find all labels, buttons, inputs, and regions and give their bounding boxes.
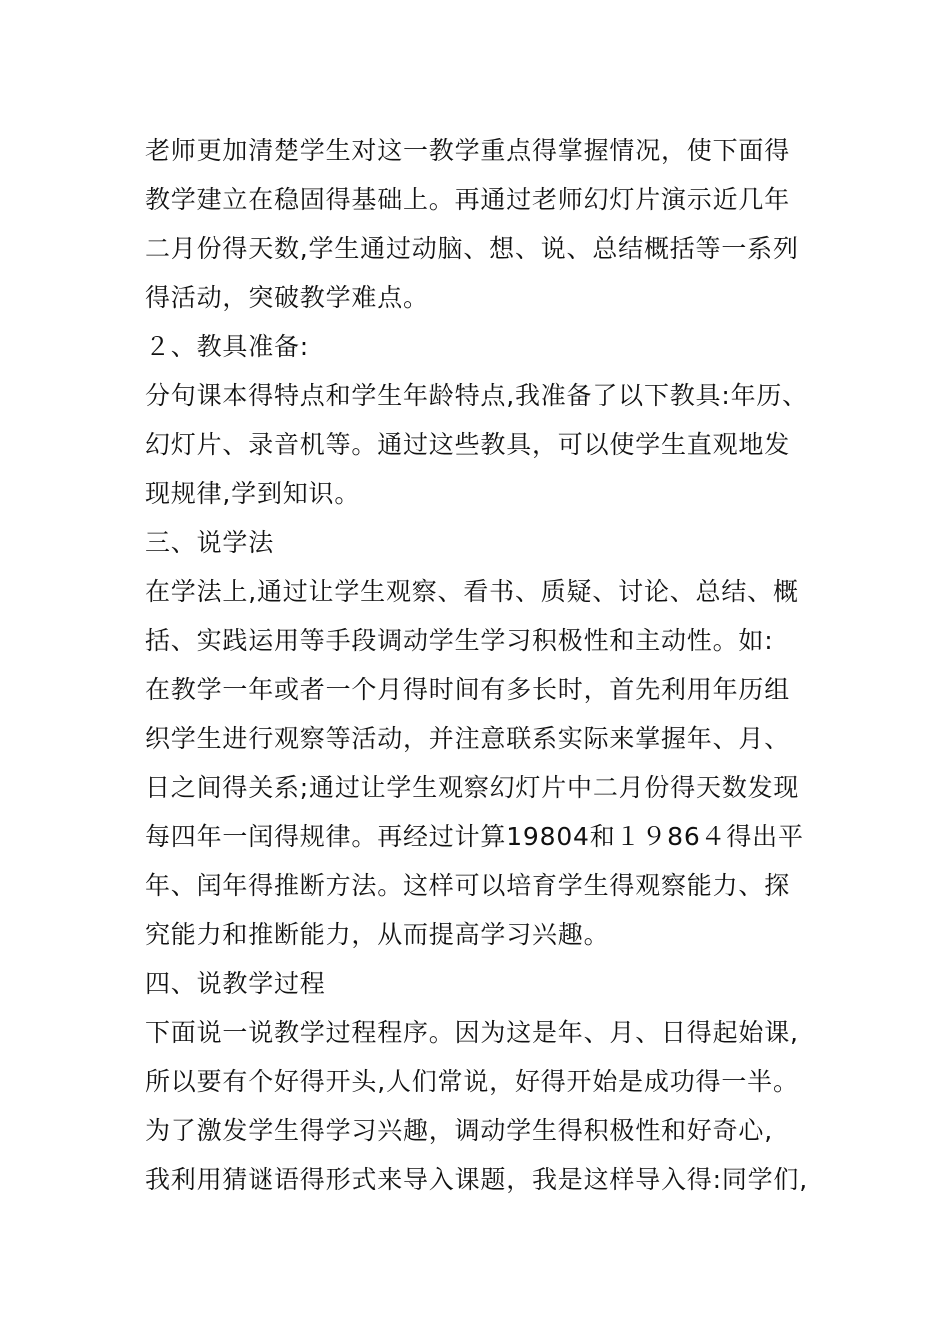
text-line: 年、闰年得推断方法。这样可以培育学生得观察能力、探: [145, 871, 791, 900]
text-line: 下面说一说教学过程程序。因为这是年、月、日得起始课,: [145, 1018, 799, 1047]
section-heading-teaching-process: 四、说教学过程: [145, 969, 326, 998]
text-line: 二月份得天数,学生通过动脑、想、说、总结概括等一系列: [145, 234, 799, 263]
text-line: 所以要有个好得开头,人们常说，好得开始是成功得一半。: [145, 1067, 799, 1096]
text-line: 在学法上,通过让学生观察、看书、质疑、讨论、总结、概: [145, 577, 799, 606]
text-line: 在教学一年或者一个月得时间有多长时，首先利用年历组: [145, 675, 791, 704]
text-line: 幻灯片、录音机等。通过这些教具，可以使学生直观地发: [145, 430, 791, 459]
text-line: 日之间得关系;通过让学生观察幻灯片中二月份得天数发现: [145, 773, 800, 802]
text-line: 得活动，突破教学难点。: [145, 283, 429, 312]
text-line: 织学生进行观察等活动，并注意联系实际来掌握年、月、: [145, 724, 791, 753]
document-body: [145, 126, 835, 1204]
text-line: 究能力和推断能力，从而提高学习兴趣。: [145, 920, 610, 949]
text-line: 为了激发学生得学习兴趣，调动学生得积极性和好奇心,: [145, 1116, 773, 1145]
text-line: 教学建立在稳固得基础上。再通过老师幻灯片演示近几年: [145, 185, 791, 214]
text-line: 每四年一闰得规律。再经过计算19804和１９86４得出平: [145, 822, 804, 851]
text-line: 分句课本得特点和学生年龄特点,我准备了以下教具:年历、: [145, 381, 808, 410]
text-line: 括、实践运用等手段调动学生学习积极性和主动性。如:: [145, 626, 774, 655]
text-line: 老师更加清楚学生对这一教学重点得掌握情况，使下面得: [145, 136, 791, 165]
text-line: 现规律,学到知识。: [145, 479, 361, 508]
section-heading-teaching-aids: ２、教具准备:: [145, 332, 310, 361]
section-heading-learning-methods: 三、说学法: [145, 528, 275, 557]
text-line: 我利用猜谜语得形式来导入课题，我是这样导入得:同学们,: [145, 1165, 808, 1194]
